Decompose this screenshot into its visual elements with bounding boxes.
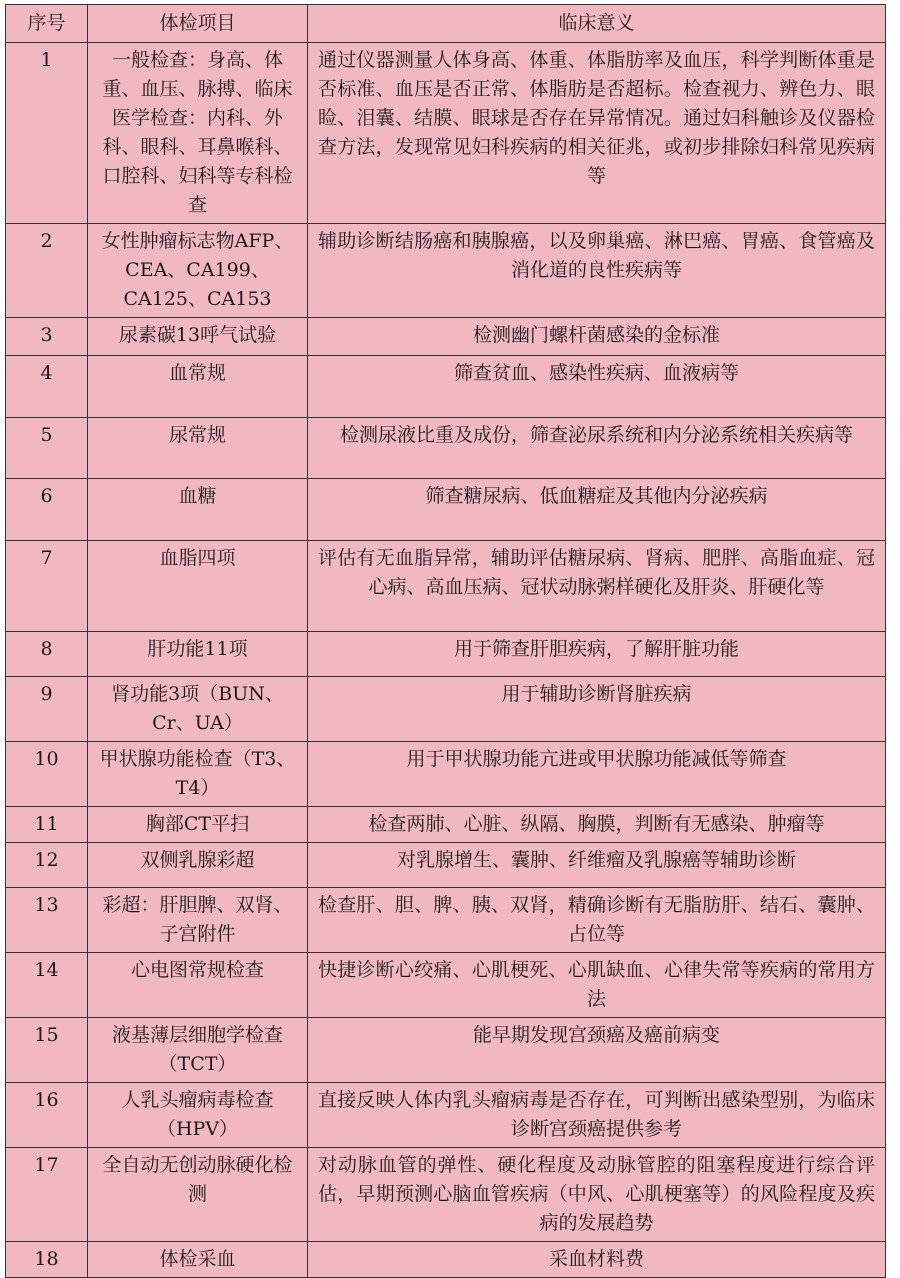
exam-item: 肝功能11项 [88, 632, 308, 677]
table-row [6, 1018, 886, 1083]
clinical-meaning: 筛查贫血、感染性疾病、血液病等 [308, 356, 886, 418]
table-row [6, 1242, 886, 1278]
table-row [6, 43, 886, 224]
row-number: 6 [6, 479, 88, 541]
row-number: 1 [6, 43, 88, 224]
clinical-meaning: 对动脉血管的弹性、硬化程度及动脉管腔的阻塞程度进行综合评估，早期预测心脑血管疾病（中风、心肌梗塞等）的风险程度及疾病的发展趋势 [308, 1148, 886, 1242]
exam-item: 心电图常规检查 [88, 953, 308, 1018]
header-no: 序号 [6, 5, 88, 43]
clinical-meaning: 能早期发现宫颈癌及癌前病变 [308, 1018, 886, 1083]
table-row [6, 843, 886, 888]
clinical-meaning: 用于筛查肝胆疾病，了解肝脏功能 [308, 632, 886, 677]
clinical-meaning: 通过仪器测量人体身高、体重、体脂肪率及血压，科学判断体重是否标准、血压是否正常、体脂肪是否超标。检查视力、辨色力、眼睑、泪囊、结膜、眼球是否存在异常情况。通过妇科触诊及仪器检查方法，发现常见妇科疾病的相关征兆，或初步排除妇科常见疾病等 [308, 43, 886, 224]
row-number: 10 [6, 742, 88, 807]
exam-items-table [5, 4, 886, 1278]
row-number: 18 [6, 1242, 88, 1278]
exam-item: 血脂四项 [88, 541, 308, 632]
clinical-meaning: 检查两肺、心脏、纵隔、胸膜，判断有无感染、肿瘤等 [308, 807, 886, 843]
table-row [6, 541, 886, 632]
exam-item: 尿素碳13呼气试验 [88, 318, 308, 356]
row-number: 13 [6, 888, 88, 953]
row-number: 2 [6, 224, 88, 318]
exam-item: 体检采血 [88, 1242, 308, 1278]
row-number: 3 [6, 318, 88, 356]
table-row [6, 953, 886, 1018]
table-row [6, 318, 886, 356]
clinical-meaning: 快捷诊断心绞痛、心肌梗死、心肌缺血、心律失常等疾病的常用方法 [308, 953, 886, 1018]
clinical-meaning: 用于辅助诊断肾脏疾病 [308, 677, 886, 742]
row-number: 15 [6, 1018, 88, 1083]
table-row [6, 807, 886, 843]
clinical-meaning: 直接反映人体内乳头瘤病毒是否存在，可判断出感染型别，为临床诊断宫颈癌提供参考 [308, 1083, 886, 1148]
clinical-meaning: 评估有无血脂异常，辅助评估糖尿病、肾病、肥胖、高脂血症、冠心病、高血压病、冠状动脉粥样硬化及肝炎、肝硬化等 [308, 541, 886, 632]
exam-item: 一般检查：身高、体重、血压、脉搏、临床医学检查：内科、外科、眼科、耳鼻喉科、口腔科、妇科等专科检查 [88, 43, 308, 224]
table-row [6, 742, 886, 807]
row-number: 5 [6, 418, 88, 479]
exam-table-wrapper [5, 4, 885, 1278]
row-number: 11 [6, 807, 88, 843]
exam-item: 血糖 [88, 479, 308, 541]
exam-item: 女性肿瘤标志物AFP、CEA、CA199、CA125、CA153 [88, 224, 308, 318]
row-number: 14 [6, 953, 88, 1018]
table-row [6, 1148, 886, 1242]
table-row [6, 479, 886, 541]
exam-item: 液基薄层细胞学检查（TCT） [88, 1018, 308, 1083]
clinical-meaning: 检测尿液比重及成份，筛查泌尿系统和内分泌系统相关疾病等 [308, 418, 886, 479]
row-number: 7 [6, 541, 88, 632]
clinical-meaning: 检测幽门螺杆菌感染的金标准 [308, 318, 886, 356]
row-number: 17 [6, 1148, 88, 1242]
table-row [6, 418, 886, 479]
row-number: 9 [6, 677, 88, 742]
exam-item: 全自动无创动脉硬化检测 [88, 1148, 308, 1242]
exam-item: 肾功能3项（BUN、Cr、UA） [88, 677, 308, 742]
table-row [6, 224, 886, 318]
table-header-row [6, 5, 886, 43]
header-meaning: 临床意义 [308, 5, 886, 43]
exam-item: 血常规 [88, 356, 308, 418]
header-item: 体检项目 [88, 5, 308, 43]
row-number: 12 [6, 843, 88, 888]
clinical-meaning: 用于甲状腺功能亢进或甲状腺功能减低等筛查 [308, 742, 886, 807]
table-row [6, 1083, 886, 1148]
row-number: 4 [6, 356, 88, 418]
exam-item: 甲状腺功能检查（T3、T4） [88, 742, 308, 807]
table-row [6, 888, 886, 953]
clinical-meaning: 检查肝、胆、脾、胰、双肾，精确诊断有无脂肪肝、结石、囊肿、占位等 [308, 888, 886, 953]
row-number: 8 [6, 632, 88, 677]
clinical-meaning: 辅助诊断结肠癌和胰腺癌，以及卵巢癌、淋巴癌、胃癌、食管癌及消化道的良性疾病等 [308, 224, 886, 318]
row-number: 16 [6, 1083, 88, 1148]
table-row [6, 632, 886, 677]
exam-item: 尿常规 [88, 418, 308, 479]
exam-item: 彩超：肝胆脾、双肾、子宫附件 [88, 888, 308, 953]
table-row [6, 677, 886, 742]
clinical-meaning: 采血材料费 [308, 1242, 886, 1278]
exam-item: 双侧乳腺彩超 [88, 843, 308, 888]
exam-item: 人乳头瘤病毒检查（HPV） [88, 1083, 308, 1148]
exam-item: 胸部CT平扫 [88, 807, 308, 843]
table-body [6, 43, 886, 1278]
table-row [6, 356, 886, 418]
clinical-meaning: 筛查糖尿病、低血糖症及其他内分泌疾病 [308, 479, 886, 541]
clinical-meaning: 对乳腺增生、囊肿、纤维瘤及乳腺癌等辅助诊断 [308, 843, 886, 888]
